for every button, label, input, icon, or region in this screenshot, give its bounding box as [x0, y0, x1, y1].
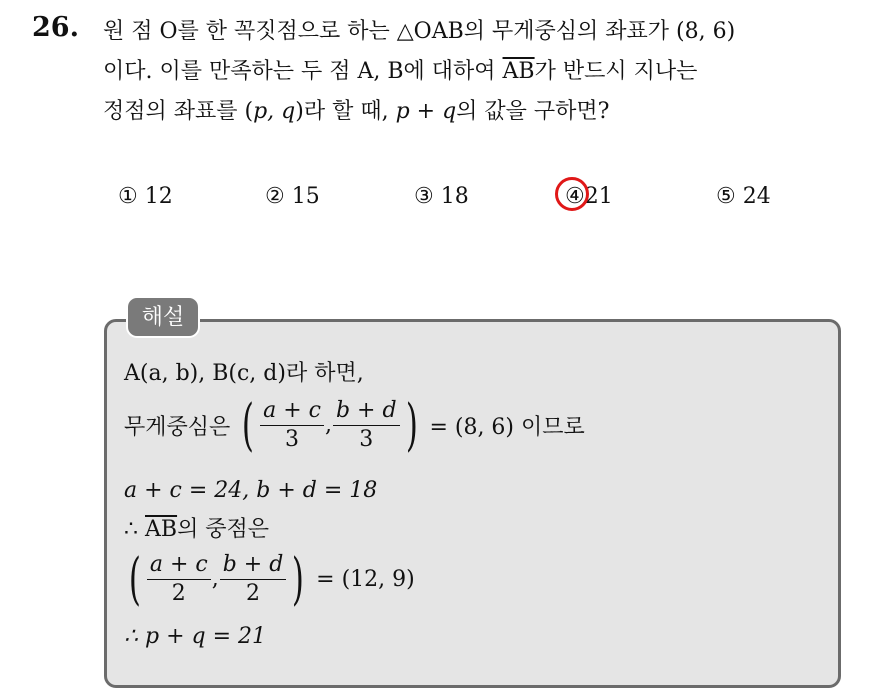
question-line-3-text-b: )라 할 때,: [295, 99, 389, 124]
question-line-2-text-b: 가 반드시 지나는: [534, 59, 698, 84]
segment-ab: $\overline{AB}$: [502, 59, 535, 84]
solution-line-5-post: = (12, 9): [316, 567, 415, 592]
choice-2-value: 15: [291, 184, 320, 209]
fraction-numerator: b + d: [333, 397, 400, 426]
choice-3-value: 18: [440, 184, 469, 209]
choice-5[interactable]: [716, 184, 771, 209]
question-number: 26.: [32, 12, 79, 43]
fraction-denominator: 2: [246, 581, 261, 606]
choice-2-mark: ②: [265, 184, 285, 209]
fraction-denominator: 2: [171, 581, 186, 606]
left-paren: (: [242, 392, 255, 458]
choice-3[interactable]: [414, 184, 469, 209]
choice-3-mark: ③: [414, 184, 434, 209]
answer-circle-marker: [555, 177, 589, 211]
choice-4-mark: ④: [565, 184, 585, 209]
choice-5-value: 24: [742, 184, 771, 209]
therefore-symbol: ∴: [124, 517, 138, 542]
choice-4-value: 21: [584, 184, 613, 209]
question-line-3: [103, 94, 609, 125]
right-paren: ): [292, 546, 305, 612]
solution-line-2: 무게중심은 ( $\frac{a + c}{3}$ , $\frac{b + d}{3}$ ) = (8, 6) 이므로: [124, 392, 585, 458]
solution-line-5: ( $\frac{a + c}{2}$ , $\frac{b + d}{2}$ ) = (12, 9): [128, 546, 415, 612]
solution-line-4: [124, 512, 269, 543]
solution-line-6: ∴ p + q = 21: [124, 624, 266, 649]
fraction-bd-over-2: [220, 551, 287, 608]
fraction-denominator: 3: [285, 427, 300, 452]
solution-line-3: a + c = 24, b + d = 18: [124, 478, 378, 503]
choice-5-mark: ⑤: [716, 184, 736, 209]
solution-line-2-pre: 무게중심은: [124, 415, 231, 440]
question-line-2: [103, 54, 697, 85]
choice-1-value: 12: [144, 184, 173, 209]
solution-line-1: A(a, b), B(c, d)라 하면,: [124, 361, 364, 386]
question-line-1: 원 점 O를 한 꼭짓점으로 하는 △OAB의 무게중심의 좌표가 (8, 6): [103, 19, 736, 44]
solution-line-4-text: 의 중점은: [177, 517, 270, 542]
left-paren: (: [128, 546, 141, 612]
fraction-ac-over-2: [147, 551, 211, 608]
choice-1[interactable]: [118, 184, 173, 209]
expression-p-plus-q: p + q: [395, 99, 457, 124]
right-paren: ): [405, 392, 418, 458]
fraction-numerator: a + c: [260, 397, 324, 426]
solution-line-2-post: = (8, 6) 이므로: [429, 415, 585, 440]
segment-ab: $\overline{AB}$: [145, 517, 178, 542]
choice-1-mark: ①: [118, 184, 138, 209]
fraction-denominator: 3: [359, 427, 374, 452]
fraction-ac-over-3: [260, 397, 324, 454]
question-line-2-text-a: 이다. 이를 만족하는 두 점 A, B에 대하여: [103, 59, 496, 84]
fixed-point-pq: p, q: [253, 99, 296, 124]
solution-tag: 해설: [126, 296, 200, 338]
question-line-3-text-a: 정점의 좌표를 (: [103, 99, 254, 124]
fraction-numerator: b + d: [220, 551, 287, 580]
question-line-3-text-c: 의 값을 구하면?: [456, 99, 610, 124]
choice-2[interactable]: [265, 184, 320, 209]
fraction-numerator: a + c: [147, 551, 211, 580]
fraction-bd-over-3: [333, 397, 400, 454]
